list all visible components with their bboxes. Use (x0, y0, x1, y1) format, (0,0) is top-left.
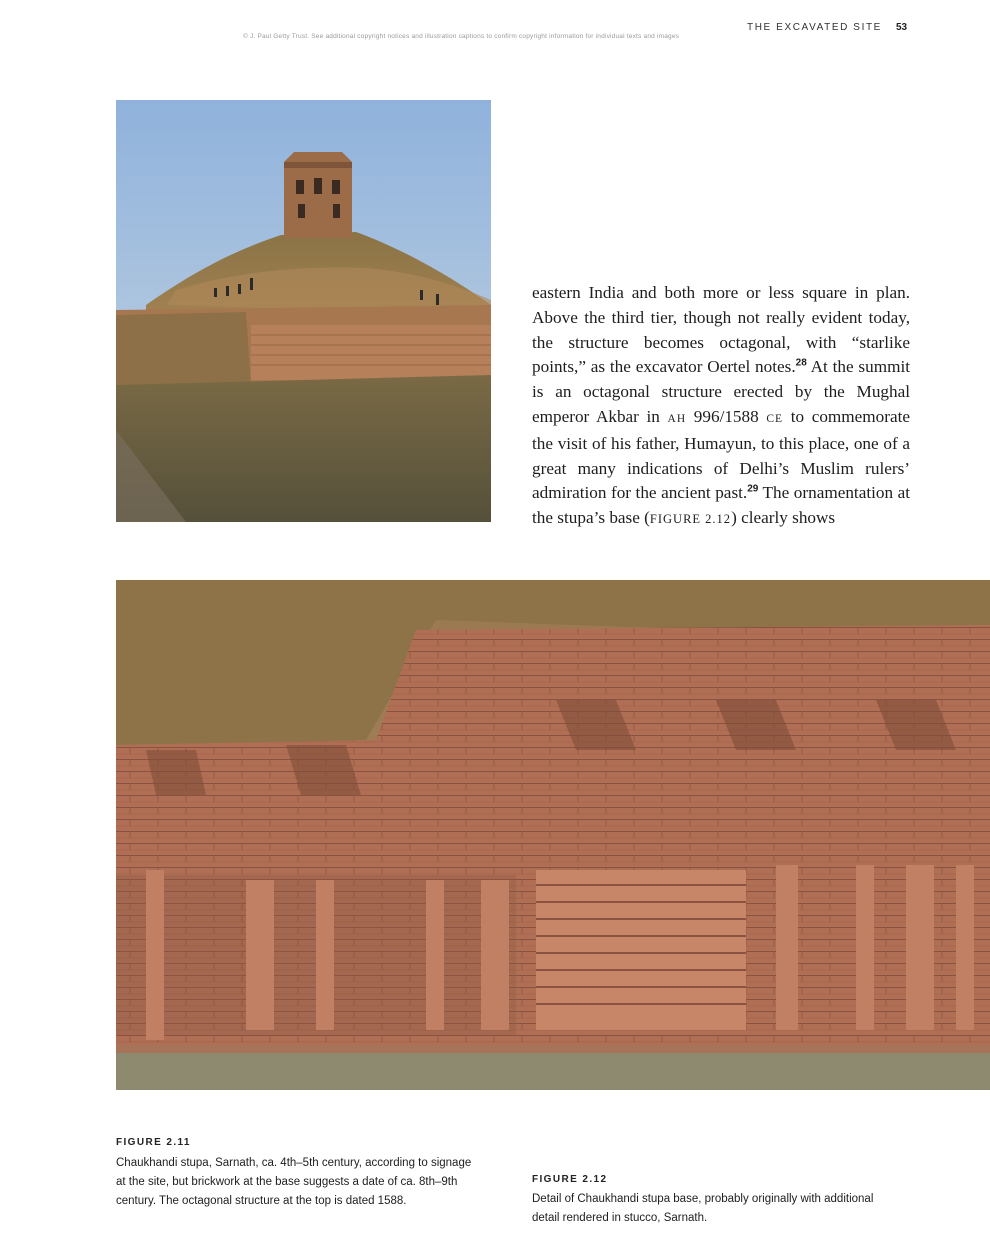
footnote-ref-28[interactable]: 28 (795, 357, 807, 369)
body-text-run: The ornamentation at the stupa’s base ( (532, 483, 910, 528)
era-abbreviation-ce: CE (766, 412, 784, 425)
running-head: THE EXCAVATED SITE (747, 22, 882, 33)
figure-2-12-photo (116, 580, 990, 1090)
figure-2-11-caption (116, 1137, 481, 1212)
body-text (532, 281, 910, 532)
page-number: 53 (896, 22, 908, 33)
figure-2-12-caption (532, 1174, 892, 1228)
body-text-run: ) clearly shows (731, 508, 836, 528)
copyright-notice: © J. Paul Getty Trust. See additional copyright notices and illustration captions to confirm copyright information for individual texts and images (243, 33, 680, 40)
caption-text: Detail of Chaukhandi stupa base, probably originally with additional detail rendered in stucco, Sarnath. (532, 1193, 874, 1225)
caption-text: Chaukhandi stupa, Sarnath, ca. 4th–5th century, according to signage at the site, but brickwork at the base suggests a date of ca. 8th–9th century. The octagonal structure at the top is dated 1588. (116, 1157, 472, 1208)
body-text-run: 996/1588 (686, 406, 767, 426)
figure-label: FIGURE 2.12 (532, 1174, 608, 1185)
figure-label: FIGURE 2.11 (116, 1137, 191, 1148)
body-paragraph (532, 281, 910, 532)
body-text-run: eastern India and both more or less square in plan. Above the third tier, though not really evident today, the structure becomes octagonal, with “starlike points,” as the excavator Oertel notes. (532, 283, 910, 377)
figure-2-11-photo (116, 100, 491, 522)
footnote-ref-29[interactable]: 29 (747, 483, 759, 495)
body-text-run: At the summit is an octagonal structure erected by the Mughal emperor Akbar in (532, 357, 911, 426)
era-abbreviation-ah: AH (667, 412, 687, 425)
body-text-run: to commemorate the visit of his father, Humayun, to this place, one of a great many indications of Delhi’s Muslim rulers’ admiration for the ancient past. (532, 406, 910, 503)
figure-reference[interactable]: FIGURE 2.12 (649, 512, 732, 527)
